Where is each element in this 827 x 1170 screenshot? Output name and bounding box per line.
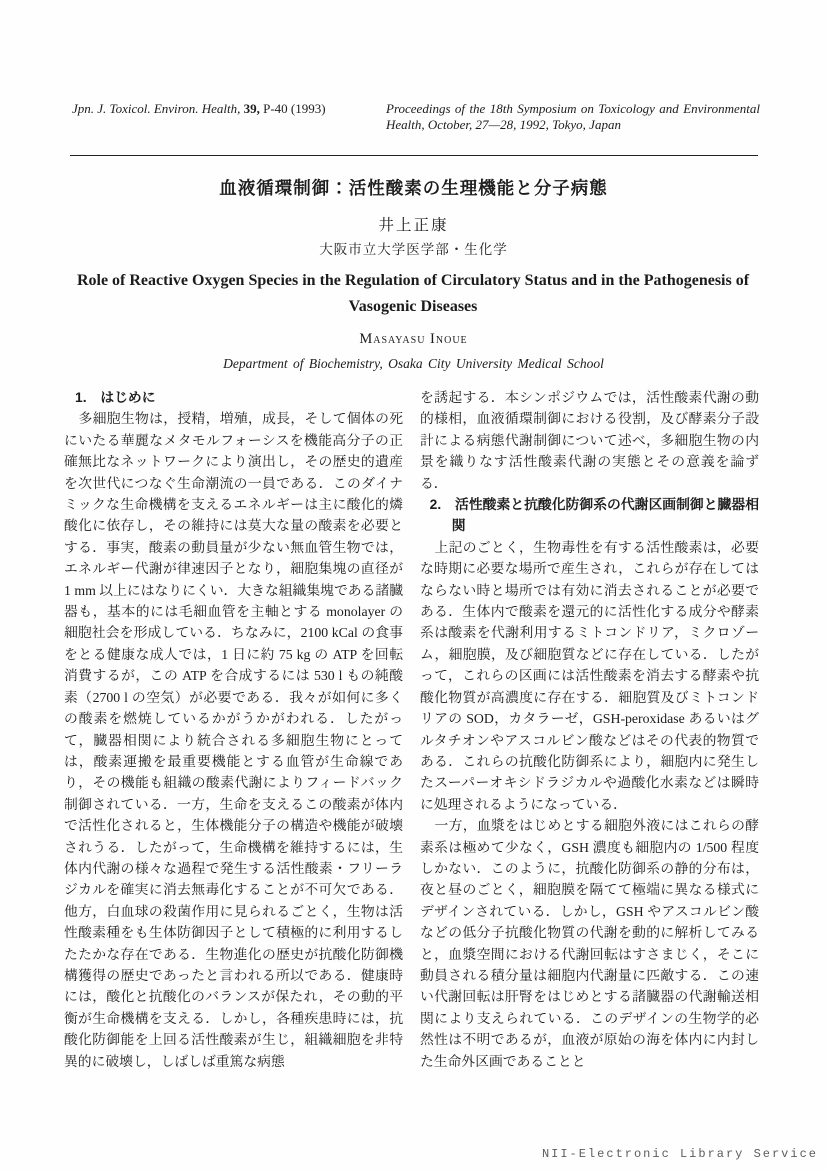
paragraph-intro-continuation: を誘起する．本シンポジウムでは，活性酸素代謝の動的様相，血液循環制御における役割，及び酵素分子設計による病態代謝制御について述べ，多細胞生物の内景を織りなす活性酸素代謝の実態とその意義を論ずる．: [420, 390, 759, 491]
affiliation-japanese: 大阪市立大学医学部・生化学: [319, 242, 508, 257]
right-column: [420, 387, 759, 1072]
journal-volume: 39,: [243, 101, 260, 116]
nii-footer-label: NII-Electronic Library Service: [541, 1147, 818, 1161]
journal-pages: P-40 (1993): [263, 101, 326, 116]
title-japanese: 血液循環制御：活性酸素の生理機能と分子病態: [219, 178, 608, 198]
section-1-heading: 1. はじめに: [75, 390, 156, 405]
author-english: Masayasu Inoue: [359, 331, 468, 347]
paragraph-plasma: 一方，血漿をはじめとする細胞外液にはこれらの酵素系は極めて少なく，GSH 濃度も細胞内の 1/500 程度しかない．このように，抗酸化防御系の静的分布は，夜と昼のごとく，細胞膜を隔てて極端に異なる様式にデザインされている．しかし，GSH やアスコルビン酸などの低分子抗酸化物質の代謝を動的に解析してみると，血漿空間における代謝回転はすさまじく，そこに動員される積分量は細胞内代謝量に匹敵する．この速い代謝回転は肝腎をはじめとする諸臓器の代謝輸送相関により支えられている．このデザインの生物学的必然性は不明であるが，血液が原始の海を体内に内封した生命外区画であることと: [420, 818, 759, 1069]
paragraph-intro: 多細胞生物は，授精，増殖，成長，そして個体の死にいたる華麗なメタモルフォーシスを機能高分子の正確無比なネットワークにより演出し，その歴史的遺産を次世代につなぐ生命潮流の一員である．このダイナミックな生命機構を支えるエネルギーは主に酸化的燐酸化に依存し，その維持には莫大な量の酸素を必要とする．事実，酸素の動員量が少ない無血管生物では，エネルギー代謝が律速因子となり，細胞集塊の直径が 1 mm 以上にはなりにくい．大きな組織集塊である諸臓器も，基本的には毛細血管を主軸とする monolayer の細胞社会を形成している．ちなみに，2100 kCal の食事をとる健康な成人では，1 日に約 75 kg の ATP を回転消費するが，この ATP を合成するには 530 l もの純酸素（2700 l の空気）が必要である．我々が如何に多くの酸素を燃焼しているかがうかがわれる．したがって，臓器相関により統合される多細胞生物にとっては，酸素運搬を最重要機能とする血管が生命線であり，その機能も組織の酸素代謝によりフィードバック制御されている．一方，生命を支えるこの酸素が体内で活性化されると，生体機能分子の構造や機能が破壊されうる．したがって，生命機構を維持するには，生体内代謝の様々な過程で発生する活性酸素・フリーラジカルを確実に消去無毒化することが不可欠である．他方，白血球の殺菌作用に見られるごとく，生物は活性酸素種をも生体防御因子として積極的に利用するしたたかな存在である．生物進化の歴史が抗酸化防御機構獲得の歴史であったと言われる所以である．健康時には，酸化と抗酸化のバランスが保たれ，その動的平衡が生命機構を支える．しかし，各種疾患時には，抗酸化防御能を上回る活性酸素が生じ，組織細胞を非特異的に破壊し，しばしば重篤な病態: [64, 411, 403, 1069]
running-head: [72, 101, 760, 132]
proceedings-note: Proceedings of the 18th Symposium on Toxicology and Environmental Health, October, 27—28, 1992, Tokyo, Japan: [386, 101, 760, 132]
journal-name: Jpn. J. Toxicol. Environ. Health,: [72, 101, 241, 116]
left-column: [64, 387, 403, 1072]
journal-citation: [72, 101, 372, 117]
header-divider: [70, 155, 758, 156]
paragraph-compartments: 上記のごとく，生物毒性を有する活性酸素は，必要な時期に必要な場所で産生され，これらが存在してはならない時と場所では有効に消去されることが必要である．生体内で酸素を還元的に活性化する成分や酵素系は酸素を代謝利用するミトコンドリア，ミクロゾーム，細胞膜，及び細胞質などに存在している．したがって，これらの区画には活性酸素を消去する酵素や抗酸化物質が高濃度に存在する．細胞質及びミトコンドリアの SOD，カタラーゼ，GSH-peroxidase あるいはグルタチオンやアスコルビン酸などはその代表的物質である．これらの抗酸化防御系により，細胞内に発生したスーパーオキシドラジカルや過酸化水素などは瞬時に処理されるようになっている．: [420, 539, 759, 812]
affiliation-english: Department of Biochemistry, Osaka City University Medical School: [223, 356, 604, 371]
title-english: Role of Reactive Oxygen Species in the Regulation of Circulatory Status and in the Pathogenesis of Vasogenic Diseases: [76, 272, 750, 315]
body-columns: [64, 387, 760, 1072]
author-japanese: 井上正康: [378, 217, 449, 234]
section-2-heading: 2. 活性酸素と抗酸化防御系の代謝区画制御と臓器相関: [429, 497, 759, 534]
